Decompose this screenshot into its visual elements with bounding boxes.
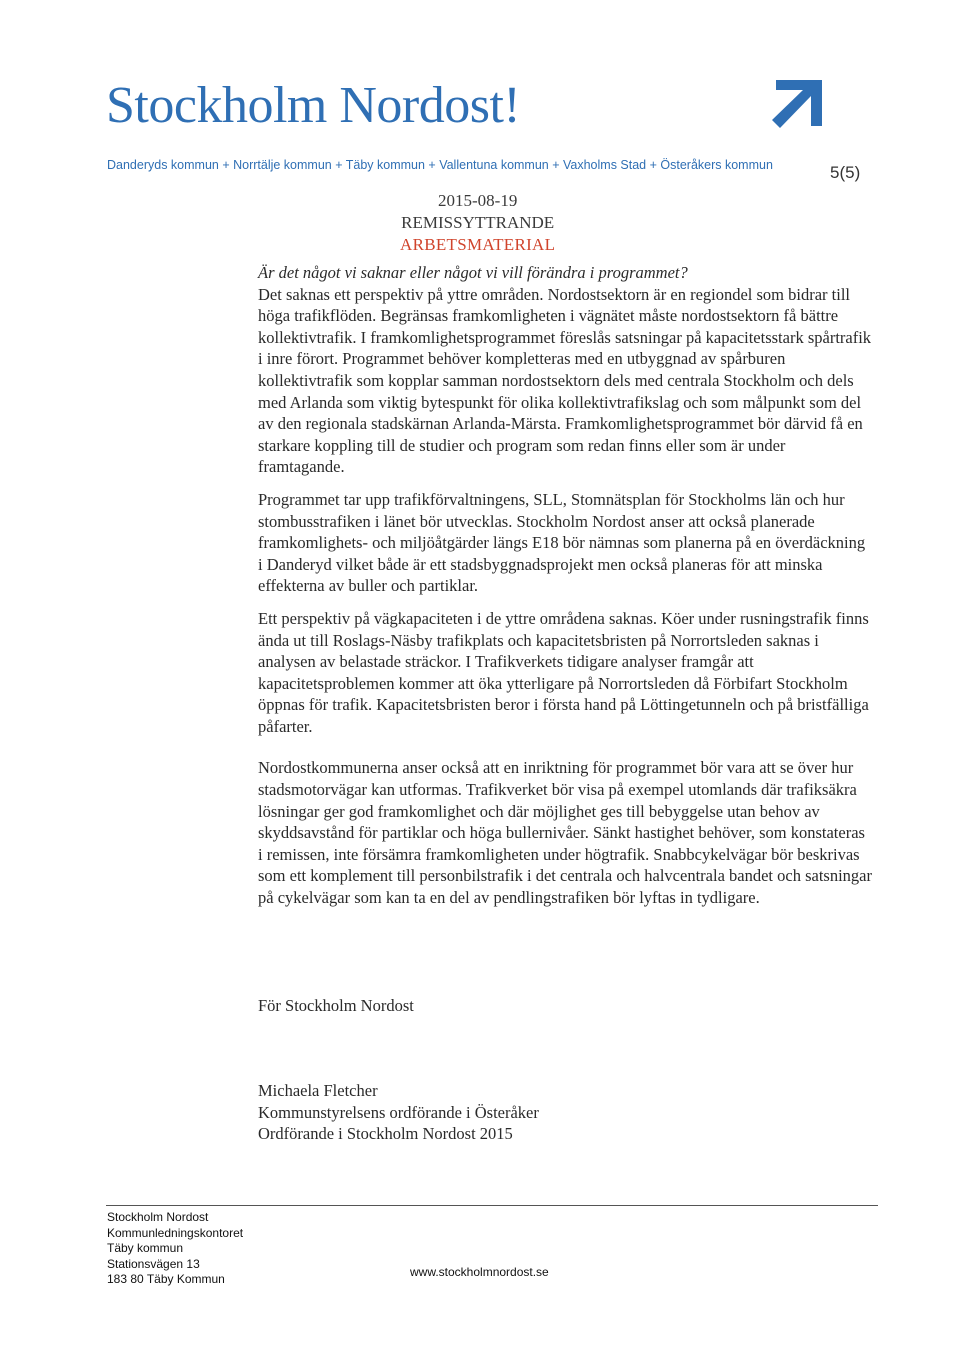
footer-address-line: Stockholm Nordost	[107, 1210, 209, 1224]
footer-website-link[interactable]: www.stockholmnordost.se	[410, 1265, 549, 1279]
signature-block	[258, 1080, 539, 1145]
body-paragraph: Programmet tar upp trafikförvaltningens, SLL, Stomnätsplan för Stockholms län och hur stombusstrafiken i länet bör utvecklas. Stockholm Nordost anser att också planerade framkomlighets- och miljöåtgärder längs E18 bör nämnas som planerna på en överdäckning i Danderyd vilket både är ett stadsbyggnadsprojekt men också planeras för att minska effekterna av buller och partiklar.	[258, 489, 866, 596]
member-municipalities: Danderyds kommun + Norrtälje kommun + Täby kommun + Vallentuna kommun + Vaxholms Stad + Österåkers kommun	[107, 158, 773, 172]
stamp-draft-label: ARBETSMATERIAL	[400, 235, 556, 254]
document-stamp	[400, 190, 555, 256]
footer-address-line: Stationsvägen 13	[107, 1256, 200, 1271]
footer-address	[107, 1210, 243, 1288]
closing-line: För Stockholm Nordost	[258, 996, 414, 1015]
letter-body	[258, 262, 872, 909]
arrow-up-right-icon	[768, 76, 826, 134]
footer-address-line: Täby kommun	[107, 1241, 184, 1255]
stamp-document-type: REMISSYTTRANDE	[401, 213, 555, 232]
signatory-name: Michaela Fletcher	[258, 1081, 378, 1100]
document-title: Stockholm Nordost!	[106, 77, 521, 134]
signatory-role: Ordförande i Stockholm Nordost 2015	[258, 1124, 513, 1144]
section-question: Är det något vi saknar eller något vi vill förändra i programmet?	[258, 263, 688, 282]
footer-divider	[106, 1205, 878, 1206]
body-paragraph: Ett perspektiv på vägkapaciteten i de yttre områdena saknas. Köer under rusningstrafik finns ända ut till Roslags-Näsby trafikplats och kapacitetsbristen på Norrortsleden saknas i analysen av belastade sträckor. I Trafikverkets tidigare analyser framgår att kapacitetsproblemen kommer att öka ytterligare på Norrortsleden då Förbifart Stockholm öppnas för trafik. Kapacitetsbristen beror i första hand på Löttingetunneln och på bristfälliga påfarter.	[258, 608, 869, 736]
footer-address-line: Kommunledningskontoret	[107, 1225, 244, 1240]
body-paragraph: Nordostkommunerna anser också att en inriktning för programmet bör vara att se över hur stadsmotorvägar kan utformas. Trafikverket bör visa på exempel utomlands där trafiksäkra lösningar ger god framkomlighet och där möjlighet ges till bebyggelse utan behov av skyddsavstånd för partiklar och höga bullernivåer. Sänkt hastighet behöver, som konstateras i remissen, inte försämra framkomligheten under högtrafik. Snabbcykelvägar bör beskrivas som ett komplement till personbilstrafik i det centrala och halvcentrala bandet och satsningar på cykelvägar som kan ta en del av pendlingstrafiken bör lyftas in tydligare.	[258, 758, 872, 908]
footer-address-line: 183 80 Täby Kommun	[107, 1272, 225, 1286]
page-number: 5(5)	[830, 163, 861, 182]
body-paragraph: Det saknas ett perspektiv på yttre områden. Nordostsektorn är en regiondel som bidrar till höga trafikflöden. Begränsas framkomligheten i vägnätet måste nordostsektorn få bättre kollektivtrafik. I framkomlighetsprogrammet föreslås satsningar på kapacitetsstark spårtrafik i inre förort. Programmet behöver kompletteras med en utbyggnad av spårburen kollektivtrafik som kopplar samman nordostsektorn dels med centrala Stockholm och dels med Arlanda som viktig bytespunkt för olika kollektivtrafikslag och som målpunkt som del av den regionala stadskärnan Arlanda-Märsta. Framkomlighetsprogrammet bör därvid få en starkare koppling till de studier och program som redan finns eller som är under framtagande.	[258, 284, 872, 477]
stamp-date: 2015-08-19	[438, 191, 518, 210]
signatory-role: Kommunstyrelsens ordförande i Österåker	[258, 1102, 539, 1122]
